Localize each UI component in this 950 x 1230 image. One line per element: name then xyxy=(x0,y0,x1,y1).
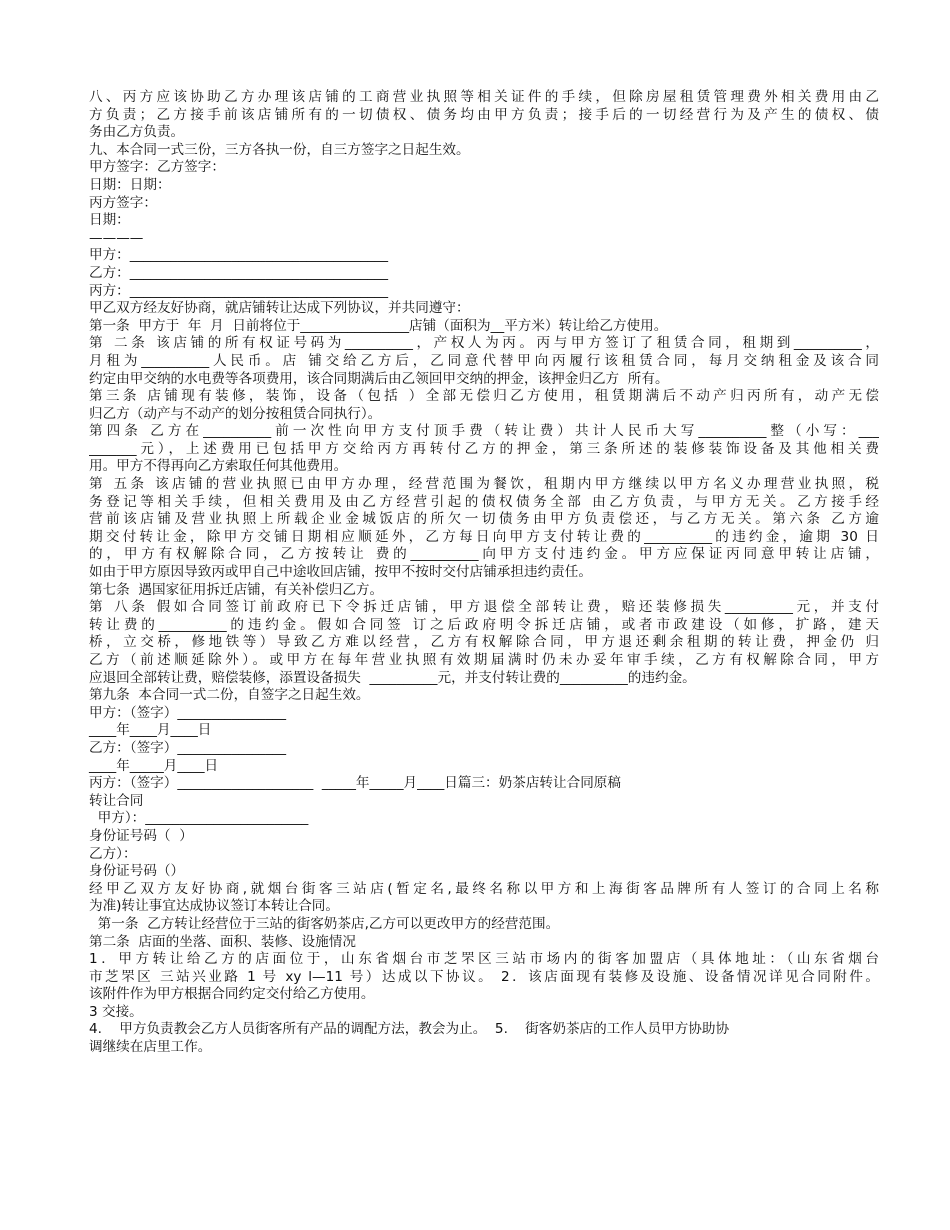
document-line: 甲方：______________________________________ xyxy=(89,247,389,264)
document-line: 方负责；乙方接手前该店铺所有的一切债权、债务均由甲方负责；接手后的一切经营行为及产生的债权、债 xyxy=(89,106,879,123)
document-line: 九、本合同一式三份，三方各执一份，自三方签字之日起生效。 xyxy=(89,141,470,158)
document-line: ———— xyxy=(89,229,144,246)
document-line: 月租为__________人民币。店 铺交给乙方后，乙同意代替甲向丙履行该租赁合同，每月交纳租金及该合同 xyxy=(89,352,879,369)
document-line: 第七条 遇国家征用拆迁店铺，有关补偿归乙方。 xyxy=(89,581,384,598)
document-line: 乙方：______________________________________ xyxy=(89,264,389,281)
document-line: 甲方：（签字）________________ xyxy=(89,704,287,721)
document-line: 乙方）： xyxy=(89,845,137,862)
document-line: 1．甲方转让给乙方的店面位于，山东省烟台市芝罘区三站市场内的街客加盟店（具体地址：（山东省烟台 xyxy=(89,951,879,968)
document-line: 该附件作为甲方根据合同约定交付给乙方使用。 xyxy=(89,986,375,1003)
document-line: 八、丙方应该协助乙方办理该店铺的工商营业执照等相关证件的手续，但除房屋租赁管理费外相关费用由乙 xyxy=(89,89,879,105)
document-line: 丙方签字： xyxy=(89,194,157,211)
document-line: 桥，立交桥，修地铁等）导致乙方难以经营，乙方有权解除合同，甲方退还剩余租期的转让费，押金仍 归 xyxy=(89,634,879,651)
document-line: 丙方：______________________________________ xyxy=(89,282,389,299)
document-line: ____年_____月____日 xyxy=(89,757,219,774)
document-line: 甲方签字：乙方签字： xyxy=(89,159,225,176)
document-line: 归乙方（动产与不动产的划分按租赁合同执行）。 xyxy=(89,405,382,422)
document-line: 第三条 店铺现有装修，装饰，设备（包括 ）全部无偿归乙方使用，租赁期满后不动产归丙所有，动产无偿 xyxy=(89,388,879,405)
document-line: 调继续在店里工作。 xyxy=(89,1039,212,1056)
document-line: 日期： xyxy=(89,212,130,229)
document-line: 第一条 甲方于 年 月 日前将位于________________店铺（面积为__平方米）转让给乙方使用。 xyxy=(89,317,668,334)
document-line: 身份证号码（） xyxy=(89,863,185,880)
document-line: 为准)转让事宜达成协议签订本转让合同。 xyxy=(89,898,339,915)
document-line: 第一条 乙方转让经营位于三站的街客奶茶店,乙方可以更改甲方的经营范围。 xyxy=(89,915,560,932)
document-line: 转让费的__________的违约金。假如合同签 订之后政府明令拆迁店铺，或者市政建设（如修，扩路，建天 xyxy=(89,616,879,633)
document-line: 转让合同 xyxy=(89,792,144,809)
document-line: 期交付转让金，除甲方交铺日期相应顺延外，乙方每日向甲方支付转让费的__________的违约金，逾期 30 日 xyxy=(89,528,879,545)
document-line: 第二条 店面的坐落、面积、装修、设施情况 xyxy=(89,933,356,950)
document-line: 甲乙双方经友好协商，就店铺转让达成下列协议，并共同遵守： xyxy=(89,300,470,317)
document-line: _______元），上述费用已包括甲方交给丙方再转付乙方的押金，第三条所述的装修装饰设备及其他相关费 xyxy=(89,440,879,457)
document-line: 4. 甲方负责教会乙方人员街客所有产品的调配方法，教会为止。 5. 街客奶茶店的工作人员甲方协助协 xyxy=(89,1021,730,1038)
document-line: 务登记等相关手续，但相关费用及由乙方经营引起的债权债务全部 由乙方负责，与甲方无关。乙方接手经 xyxy=(89,493,879,510)
document-line: 约定由甲交纳的水电费等各项费用，该合同期满后由乙领回甲交纳的押金，该押金归乙方 所有。 xyxy=(89,370,669,387)
document-line: 务由乙方负责。 xyxy=(89,124,185,141)
document-line: 第 八条 假如合同签订前政府已下令拆迁店铺，甲方退偿全部转让费，赔还装修损失__________元，并支付 xyxy=(89,599,879,616)
document-line: 甲方）：________________________ xyxy=(89,810,309,827)
document-line: 日期：日期： xyxy=(89,176,171,193)
document-line: 的，甲方有权解除合同，乙方按转让 费的__________向甲方支付违约金。甲方应保证丙同意甲转让店铺， xyxy=(89,546,879,563)
document-line: 营前该店铺及营业执照上所载企业金城饭店的所欠一切债务由甲方负责偿还，与乙方无关。第六条 乙方逾 xyxy=(89,511,879,528)
document-line: 丙方：（签字）____________________ _____年_____月____日篇三：奶茶店转让合同原稿 xyxy=(89,775,621,792)
document-line: 用。甲方不得再向乙方索取任何其他费用。 xyxy=(89,458,348,475)
document-line: 如由于甲方原因导致丙或甲自己中途收回店铺，按甲不按时交付店铺承担违约责任。 xyxy=(89,564,592,581)
document-line: 第 五条 该店铺的营业执照已由甲方办理，经营范围为餐饮，租期内甲方继续以甲方名义办理营业执照，税 xyxy=(89,476,879,493)
document-line: 经甲乙双方友好协商,就烟台街客三站店(暂定名,最终名称以甲方和上海街客品牌所有人签订的合同上名称 xyxy=(89,880,879,897)
document-line: 乙方：（签字）________________ xyxy=(89,739,287,756)
document-line: 应退回全部转让费，赔偿装修，添置设备损失 __________元，并支付转让费的__________的违约金。 xyxy=(89,669,696,686)
document-line: 第四条 乙方在__________前一次性向甲方支付顶手费（转让费）共计人民币大写__________整（小写：___ xyxy=(89,423,879,440)
document-line: 乙方（前述顺延除外）。或甲方在每年营业执照有效期届满时仍未办妥年审手续，乙方有权解除合同，甲方 xyxy=(89,652,879,668)
document-line: ____年____月____日 xyxy=(89,722,212,739)
document-line: 身份证号码（ ） xyxy=(89,827,193,844)
document-line: 第九条 本合同一式二份，自签字之日起生效。 xyxy=(89,687,370,704)
document-line: 第 二条 该店铺的所有权证号码为__________，产权人为丙。丙与甲方签订了租赁合同，租期到__________， xyxy=(89,335,879,352)
document-line: 市芝罘区 三站兴业路 1 号 xy l—11 号）达成以下协议。 2．该店面现有装修及设施、设备情况详见合同附件。 xyxy=(89,968,879,985)
contract-document xyxy=(89,89,879,1057)
document-line: 3 交接。 xyxy=(89,1003,143,1020)
